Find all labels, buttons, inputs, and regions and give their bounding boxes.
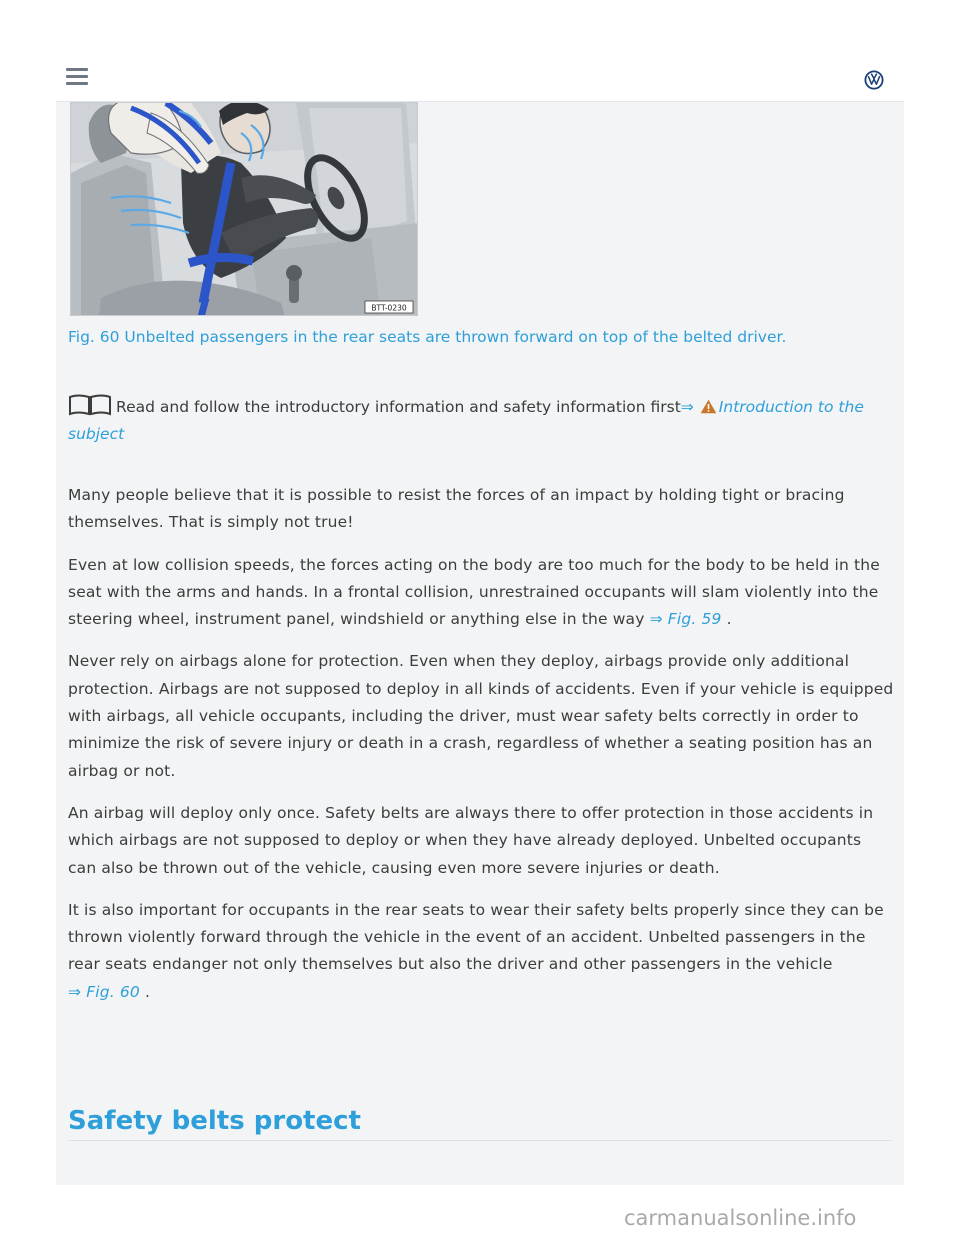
hamburger-menu-icon[interactable] bbox=[66, 68, 88, 86]
section-divider bbox=[68, 1140, 892, 1141]
intro-arrow[interactable]: ⇒ bbox=[680, 398, 694, 416]
paragraph-5-text: It is also important for occupants in the rear seats to wear their safety belts properly since they can be thrown violently forward through the vehicle in the event of an accident. Unbelted passengers in the rear seats endanger not only themselves but also the driver and other passengers in the vehicle bbox=[68, 900, 884, 974]
book-icon bbox=[68, 394, 112, 416]
paragraph-2-end: . bbox=[721, 610, 732, 629]
page-content bbox=[56, 102, 904, 1185]
paragraph-5 bbox=[68, 897, 894, 1006]
figure-60-illustration bbox=[70, 102, 418, 316]
paragraph-4: An airbag will deploy only once. Safety belts are always there to offer protection in those accidents in which airbags are not supposed to deploy or when they have already deployed. Unbelted occupants can also be thrown out of the vehicle, causing even more severe injuries or death. bbox=[68, 803, 874, 877]
watermark: carmanualsonline.info bbox=[624, 1206, 857, 1230]
paragraph-2 bbox=[68, 552, 894, 634]
section-title: Safety belts protect bbox=[68, 1106, 361, 1136]
paragraph-1: Many people believe that it is possible to resist the forces of an impact by holding tight or bracing themselves. That is simply not true! bbox=[68, 486, 845, 532]
paragraph-5-end: . bbox=[139, 982, 151, 1001]
figure-caption: Fig. 60 Unbelted passengers in the rear seats are thrown forward on top of the belted driver. bbox=[68, 328, 787, 346]
paragraph-3: Never rely on airbags alone for protection. Even when they deploy, airbags provide only additional protection. Airbags are not supposed to deploy in all kinds of accidents. Even if your vehicle is equipped with airbags, all vehicle occupants, including the driver, must wear safety belts correctly in order to minimize the risk of severe injury or death in a crash, regardless of whether a seating position has an airbag or not. bbox=[68, 652, 894, 780]
paragraph-2-text: Even at low collision speeds, the forces acting on the body are too much for the body to be held in the seat with the arms and hands. In a frontal collision, unrestrained occupants will slam violently into the steering wheel, instrument panel, windshield or anything else in the way bbox=[68, 555, 880, 629]
figure-code: BTT-0230 bbox=[371, 303, 407, 313]
fig-60-link[interactable]: ⇒ Fig. 60 bbox=[68, 982, 140, 1001]
intro-notice bbox=[68, 394, 888, 448]
body-text bbox=[68, 482, 894, 1021]
vw-logo-icon[interactable] bbox=[864, 70, 884, 90]
warning-triangle-icon bbox=[700, 399, 717, 414]
fig-59-link[interactable]: ⇒ Fig. 59 bbox=[649, 610, 722, 629]
top-bar bbox=[0, 0, 960, 102]
intro-text: Read and follow the introductory information and safety information first bbox=[116, 398, 681, 416]
introduction-link[interactable]: Introduction to the subject bbox=[68, 398, 864, 443]
